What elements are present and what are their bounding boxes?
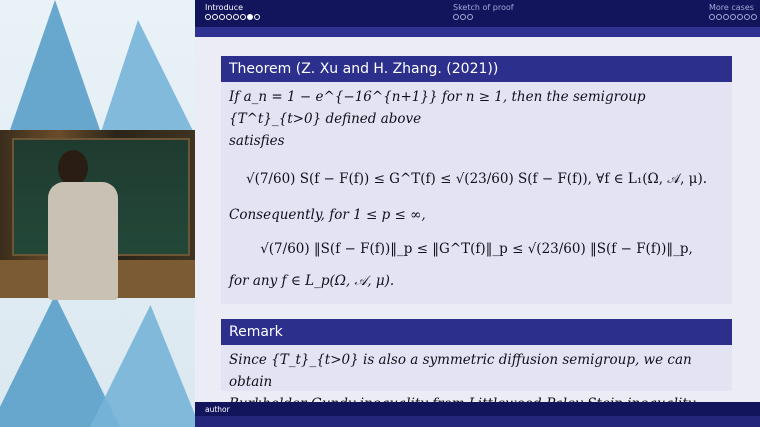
nav-dot[interactable] (240, 14, 246, 20)
speaker-head (58, 150, 88, 186)
speaker (48, 150, 118, 300)
navigation-bar (195, 0, 760, 27)
nav-dot[interactable] (716, 14, 722, 20)
remark-line: Since {T_t}_{t>0} is also a symmetric diffusion semigroup, we can obtain (229, 352, 692, 390)
background-tree (10, 0, 100, 130)
theorem-formula: √(7/60) ‖S(f − F(f))‖_p ≤ ‖G^T(f)‖_p ≤ √(23/60) ‖S(f − F(f))‖_p, (260, 241, 693, 257)
speaker-coat (48, 182, 118, 300)
nav-dots (453, 14, 514, 20)
theorem-block (221, 56, 732, 304)
nav-section-more-cases[interactable] (709, 3, 757, 20)
slide (195, 0, 760, 427)
nav-dot[interactable] (460, 14, 466, 20)
nav-dot[interactable] (453, 14, 459, 20)
nav-dot[interactable] (737, 14, 743, 20)
nav-dot[interactable] (709, 14, 715, 20)
nav-dot[interactable] (730, 14, 736, 20)
nav-dot[interactable] (212, 14, 218, 20)
nav-dot[interactable] (744, 14, 750, 20)
footer (195, 402, 760, 427)
theorem-line: Consequently, for 1 ≤ p ≤ ∞, (229, 207, 426, 223)
nav-section-label: Introduce (205, 3, 244, 12)
nav-dots (205, 14, 260, 20)
nav-dot[interactable] (467, 14, 473, 20)
nav-section-sketch-of-proof[interactable] (453, 3, 514, 20)
theorem-title: Theorem (Z. Xu and H. Zhang. (2021)) (221, 56, 732, 82)
theorem-line: If a_n = 1 − e^{−16^{n+1}} for n ≥ 1, then the semigroup {T^t}_{t>0} defined above (229, 89, 646, 127)
background-tree (90, 305, 195, 427)
nav-section-introduce[interactable] (205, 3, 260, 20)
nav-dot[interactable] (205, 14, 211, 20)
nav-dot[interactable] (219, 14, 225, 20)
nav-dot-current[interactable] (247, 14, 253, 20)
nav-dot[interactable] (751, 14, 757, 20)
theorem-formula: √(7/60) S(f − F(f)) ≤ G^T(f) ≤ √(23/60) S(f − F(f)), ∀f ∈ L₁(Ω, 𝒜, μ). (245, 171, 708, 187)
footer-author: author (205, 405, 230, 414)
remark-title: Remark (221, 319, 732, 345)
nav-section-label: More cases (709, 3, 754, 12)
camera-feed (0, 130, 195, 298)
theorem-line: satisfies (229, 133, 285, 149)
nav-dot[interactable] (254, 14, 260, 20)
remark-block (221, 319, 732, 391)
nav-dots (709, 14, 757, 20)
nav-dot[interactable] (226, 14, 232, 20)
theorem-body (221, 82, 732, 296)
nav-dot[interactable] (723, 14, 729, 20)
footer-strip (195, 416, 760, 427)
navigation-subbar (195, 27, 760, 37)
nav-dot[interactable] (233, 14, 239, 20)
theorem-line: for any f ∈ L_p(Ω, 𝒜, μ). (229, 273, 395, 289)
speaker-video (0, 0, 195, 427)
background-tree (100, 20, 195, 135)
nav-section-label: Sketch of proof (453, 3, 514, 12)
